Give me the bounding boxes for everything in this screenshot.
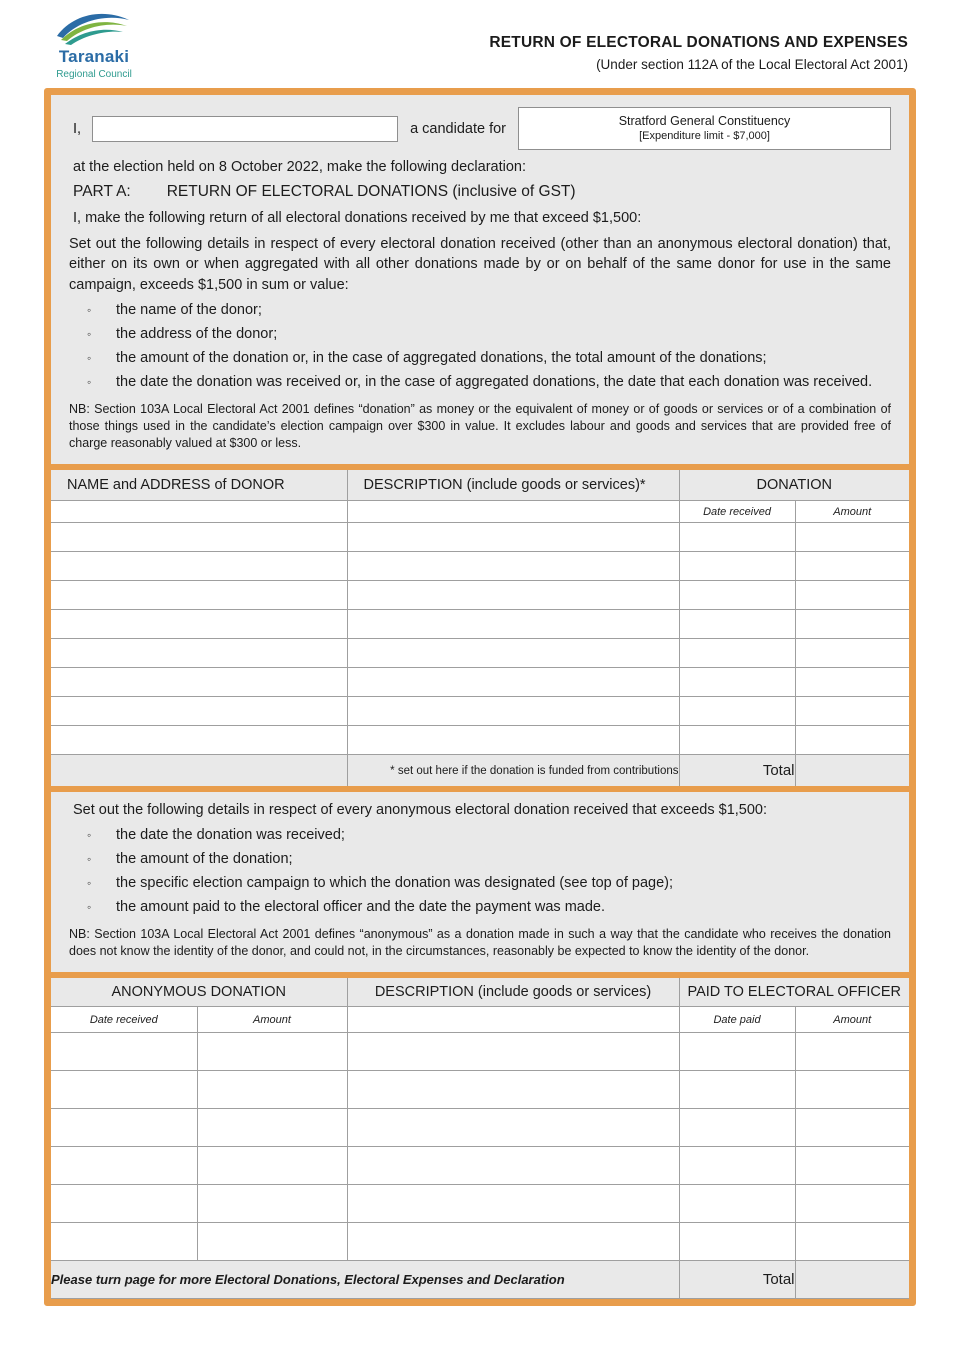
donations-total-label: Total [679,755,795,789]
bullet-text: the amount paid to the electoral officer and the date the payment was made. [116,898,606,915]
entry-cell[interactable] [51,1223,197,1261]
bullet-item [87,874,891,892]
entry-cell[interactable] [679,1033,795,1071]
bullet-text: the amount of the donation; [116,850,293,867]
subheader-spacer [347,1007,679,1033]
entry-cell[interactable] [197,1223,347,1261]
entry-cell[interactable] [795,552,909,581]
candidate-for-label: a candidate for [410,120,506,137]
empty-entry-row [51,639,909,668]
entry-cell[interactable] [51,1147,197,1185]
entry-cell[interactable] [795,668,909,697]
bullet-text: the date the donation was received or, in the case of aggregated donations, the date that each donation was received. [116,373,873,390]
donations-table-head [51,467,909,523]
entry-cell[interactable] [51,639,347,668]
entry-cell[interactable] [347,697,679,726]
bullet-item [87,349,891,367]
bullet-icon: ◦ [87,899,92,914]
empty-entry-row [51,1223,909,1261]
donations-header-row [51,467,909,501]
donations-table-body [51,523,909,755]
col-description-header: DESCRIPTION (include goods or services)* [347,467,679,501]
entry-cell[interactable] [197,1109,347,1147]
election-declaration-line: at the election held on 8 October 2022, make the following declaration: [73,159,527,175]
entry-cell[interactable] [347,726,679,755]
donations-table [51,464,909,792]
entry-cell[interactable] [795,523,909,552]
document-title-block [489,6,908,72]
logo-subtitle: Regional Council [56,69,132,80]
entry-cell[interactable] [51,1033,197,1071]
entry-cell[interactable] [347,1109,679,1147]
col-donor-header: NAME and ADDRESS of DONOR [51,467,347,501]
entry-cell[interactable] [679,581,795,610]
anonymous-total-row [51,1261,909,1299]
candidate-name-input[interactable] [92,116,398,142]
col-paid-header: PAID TO ELECTORAL OFFICER [679,975,909,1007]
anonymous-table-foot [51,1261,909,1299]
part-a-intro: I, make the following return of all electoral donations received by me that exceed $1,500: [73,210,642,226]
constituency-name: Stratford General Constituency [618,114,791,128]
donations-total-amount-cell[interactable] [795,755,909,789]
bullet-item [87,826,891,844]
empty-entry-row [51,697,909,726]
entry-cell[interactable] [679,523,795,552]
entry-cell[interactable] [51,552,347,581]
anonymous-detail-bullets [69,826,891,916]
empty-entry-row [51,523,909,552]
entry-cell[interactable] [679,1185,795,1223]
anonymous-total-amount-cell[interactable] [795,1261,909,1299]
subheader-spacer [51,501,347,523]
entry-cell[interactable] [679,1071,795,1109]
amount-paid-subheader: Amount [795,1007,909,1033]
entry-cell[interactable] [51,1109,197,1147]
bullet-item [87,301,891,319]
nb-donation-definition: NB: Section 103A Local Electoral Act 2001 defines “donation” as money or the equivalent of money or of goods or services or of a combination of those things used in the candidate’s election campaign over $300 in value. It excludes labour and goods and services that are provided free of charge reasonably valued at $300 or less. [69,401,891,450]
entry-cell[interactable] [197,1033,347,1071]
empty-entry-row [51,552,909,581]
entry-cell[interactable] [51,581,347,610]
donations-table-foot [51,755,909,789]
entry-cell[interactable] [51,1185,197,1223]
nb-anonymous-definition: NB: Section 103A Local Electoral Act 2001 defines “anonymous” as a donation made in such a way that the candidate who receives the donation does not know the identity of the donor, and could not, in the circumstances, reasonably be expected to know the identity of the donor. [69,926,891,958]
entry-cell[interactable] [347,1223,679,1261]
subheader-spacer [347,501,679,523]
bullet-icon: ◦ [87,350,92,365]
date-received-subheader: Date received [51,1007,197,1033]
anonymous-total-label: Total [679,1261,795,1299]
page-header [0,0,960,88]
col-donation-header: DONATION [679,467,909,501]
entry-cell[interactable] [795,1185,909,1223]
logo-wave-icon [55,10,133,46]
entry-cell[interactable] [679,1147,795,1185]
constituency-box [518,107,891,150]
declaration-row [69,107,891,150]
entry-cell[interactable] [795,639,909,668]
council-logo [46,6,142,80]
anonymous-donations-section [51,792,909,972]
bullet-icon: ◦ [87,875,92,890]
entry-cell[interactable] [679,552,795,581]
bullet-text: the amount of the donation or, in the case of aggregated donations, the total amount of the donations; [116,349,767,366]
bullet-icon: ◦ [87,374,92,389]
entry-cell[interactable] [347,523,679,552]
entry-cell[interactable] [51,1071,197,1109]
entry-cell[interactable] [347,1185,679,1223]
bullet-text: the name of the donor; [116,301,262,318]
bullet-item [87,373,891,391]
col-description-header: DESCRIPTION (include goods or services) [347,975,679,1007]
part-a-title: RETURN OF ELECTORAL DONATIONS (inclusive of GST) [166,183,576,200]
bullet-icon: ◦ [87,326,92,341]
empty-entry-row [51,1109,909,1147]
form-body [44,88,916,1306]
i-label: I, [73,120,82,137]
entry-cell[interactable] [679,726,795,755]
entry-cell[interactable] [347,581,679,610]
entry-cell[interactable] [51,523,347,552]
bullet-text: the address of the donor; [116,325,278,342]
amount-subheader: Amount [197,1007,347,1033]
entry-cell[interactable] [51,610,347,639]
donations-subheader-row [51,501,909,523]
entry-cell[interactable] [795,610,909,639]
bullet-item [87,850,891,868]
empty-entry-row [51,1033,909,1071]
bullet-item [87,898,891,916]
entry-cell[interactable] [197,1147,347,1185]
entry-cell[interactable] [197,1071,347,1109]
empty-entry-row [51,1147,909,1185]
entry-cell[interactable] [347,1147,679,1185]
donations-total-row [51,755,909,789]
amount-subheader: Amount [795,501,909,523]
entry-cell[interactable] [679,1223,795,1261]
anonymous-table-head [51,975,909,1033]
entry-cell[interactable] [51,668,347,697]
bullet-text: the date the donation was received; [116,826,345,843]
document-title: RETURN OF ELECTORAL DONATIONS AND EXPENSES [489,34,908,51]
entry-cell[interactable] [347,668,679,697]
entry-cell[interactable] [347,552,679,581]
entry-cell[interactable] [795,697,909,726]
bullet-item [87,325,891,343]
entry-cell[interactable] [347,610,679,639]
entry-cell[interactable] [679,639,795,668]
anonymous-header-row [51,975,909,1007]
declaration-section [51,95,909,464]
entry-cell[interactable] [795,1147,909,1185]
empty-entry-row [51,1071,909,1109]
entry-cell[interactable] [347,1071,679,1109]
entry-cell[interactable] [795,1071,909,1109]
footer-spacer [51,755,347,789]
entry-cell[interactable] [197,1185,347,1223]
contributions-footnote: * set out here if the donation is funded from contributions [347,755,679,789]
entry-cell[interactable] [795,1223,909,1261]
entry-cell[interactable] [795,1033,909,1071]
part-a-label: PART A: [73,183,131,200]
anonymous-subheader-row [51,1007,909,1033]
entry-cell[interactable] [679,1109,795,1147]
turn-page-note: Please turn page for more Electoral Donations, Electoral Expenses and Declaration [51,1261,679,1299]
date-paid-subheader: Date paid [679,1007,795,1033]
donation-detail-bullets [69,301,891,391]
part-a-heading [69,183,891,201]
entry-cell[interactable] [795,1109,909,1147]
entry-cell[interactable] [795,726,909,755]
col-anonymous-header: ANONYMOUS DONATION [51,975,347,1007]
entry-cell[interactable] [679,610,795,639]
donation-details-paragraph: Set out the following details in respect of every electoral donation received (other than an anonymous electoral donation) that, either on its own or when aggregated with all other donations made by or on behalf of the same donor for use in the same campaign, exceeds $1,500 in sum or value: [69,236,891,293]
entry-cell[interactable] [51,726,347,755]
entry-cell[interactable] [51,697,347,726]
logo-name: Taranaki [58,47,130,66]
bullet-text: the specific election campaign to which the donation was designated (see top of page); [116,874,673,891]
date-received-subheader: Date received [679,501,795,523]
empty-entry-row [51,610,909,639]
bullet-icon: ◦ [87,827,92,842]
entry-cell[interactable] [679,697,795,726]
entry-cell[interactable] [795,581,909,610]
expenditure-limit: [Expenditure limit - $7,000] [639,130,770,142]
document-subtitle: (Under section 112A of the Local Electoral Act 2001) [596,57,908,72]
entry-cell[interactable] [347,639,679,668]
entry-cell[interactable] [347,1033,679,1071]
empty-entry-row [51,668,909,697]
bullet-icon: ◦ [87,851,92,866]
bullet-icon: ◦ [87,302,92,317]
anonymous-intro: Set out the following details in respect of every anonymous electoral donation received that exceeds $1,500: [73,801,768,818]
anonymous-table [51,972,909,1300]
empty-entry-row [51,581,909,610]
empty-entry-row [51,1185,909,1223]
empty-entry-row [51,726,909,755]
entry-cell[interactable] [679,668,795,697]
anonymous-table-body [51,1033,909,1261]
